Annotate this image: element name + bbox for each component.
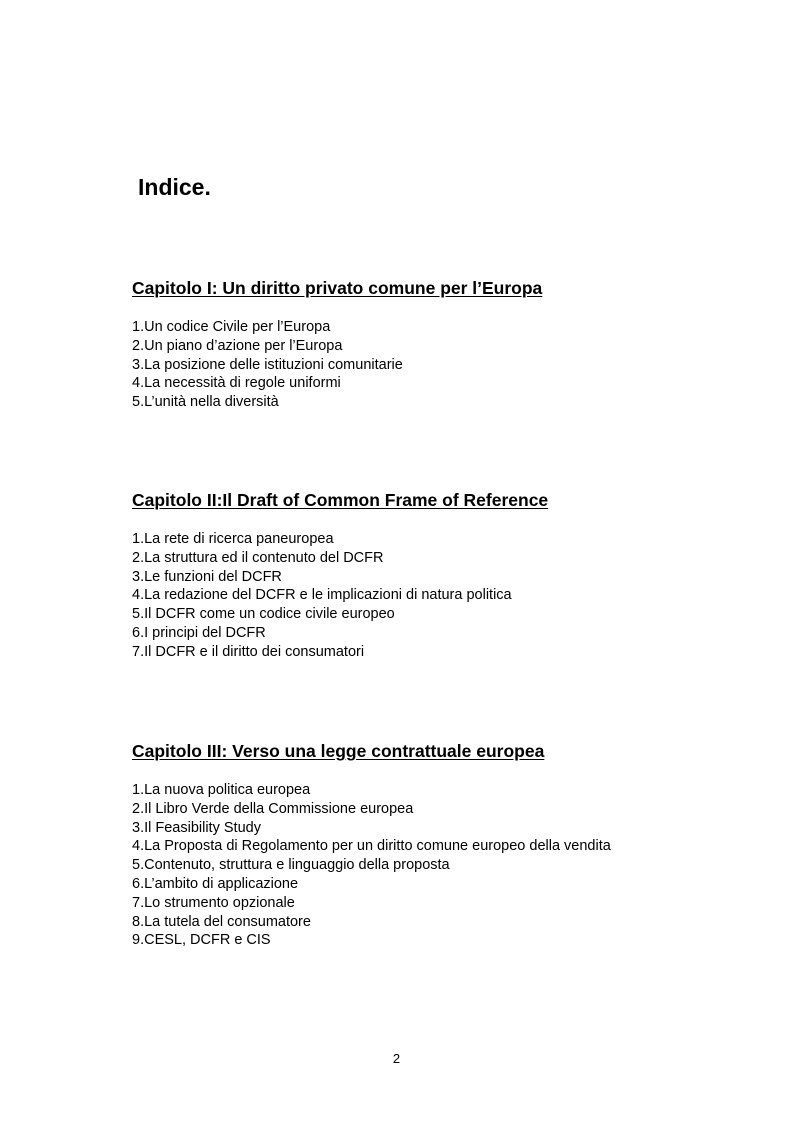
chapter-3-item-list [132, 781, 772, 950]
chapter-1-title: Capitolo I: Un diritto privato comune per l’Europa [132, 278, 543, 298]
list-item: 4.La necessità di regole uniformi [132, 375, 341, 392]
list-item: 5.Contenuto, struttura e linguaggio della proposta [132, 857, 450, 874]
chapter-2-title: Capitolo II:Il Draft of Common Frame of Reference [132, 490, 549, 510]
list-item: 1.La nuova politica europea [132, 782, 311, 798]
list-item: 6.I principi del DCFR [132, 624, 266, 641]
list-item: 2.Il Libro Verde della Commissione europea [132, 800, 414, 817]
list-item: 1.La rete di ricerca paneuropea [132, 531, 334, 547]
chapter-3-section [132, 740, 772, 950]
list-item: 3.Il Feasibility Study [132, 819, 261, 836]
list-item: 8.La tutela del consumatore [132, 913, 311, 930]
list-item: 6.L’ambito di applicazione [132, 875, 299, 892]
list-item: 5.Il DCFR come un codice civile europeo [132, 606, 395, 623]
chapter-2-item-list [132, 530, 772, 662]
list-item: 1.Un codice Civile per l’Europa [132, 319, 331, 335]
list-item: 3.Le funzioni del DCFR [132, 568, 282, 585]
list-item: 7.Lo strumento opzionale [132, 894, 295, 911]
page-number: 2 [392, 1051, 401, 1066]
chapter-1-section [132, 277, 772, 412]
list-item: 2.Un piano d’azione per l’Europa [132, 337, 343, 354]
list-item: 4.La Proposta di Regolamento per un diritto comune europeo della vendita [132, 838, 611, 855]
chapter-3-title: Capitolo III: Verso una legge contrattuale europea [132, 741, 545, 761]
list-item: 3.La posizione delle istituzioni comunitarie [132, 356, 403, 373]
chapter-1-item-list [132, 318, 772, 412]
list-item: 7.Il DCFR e il diritto dei consumatori [132, 643, 365, 660]
list-item: 9.CESL, DCFR e CIS [132, 932, 271, 949]
list-item: 5.L’unità nella diversità [132, 394, 279, 411]
page-title: Indice. [138, 174, 211, 200]
list-item: 2.La struttura ed il contenuto del DCFR [132, 549, 384, 566]
list-item: 4.La redazione del DCFR e le implicazioni di natura politica [132, 587, 512, 604]
chapter-2-section [132, 489, 772, 662]
